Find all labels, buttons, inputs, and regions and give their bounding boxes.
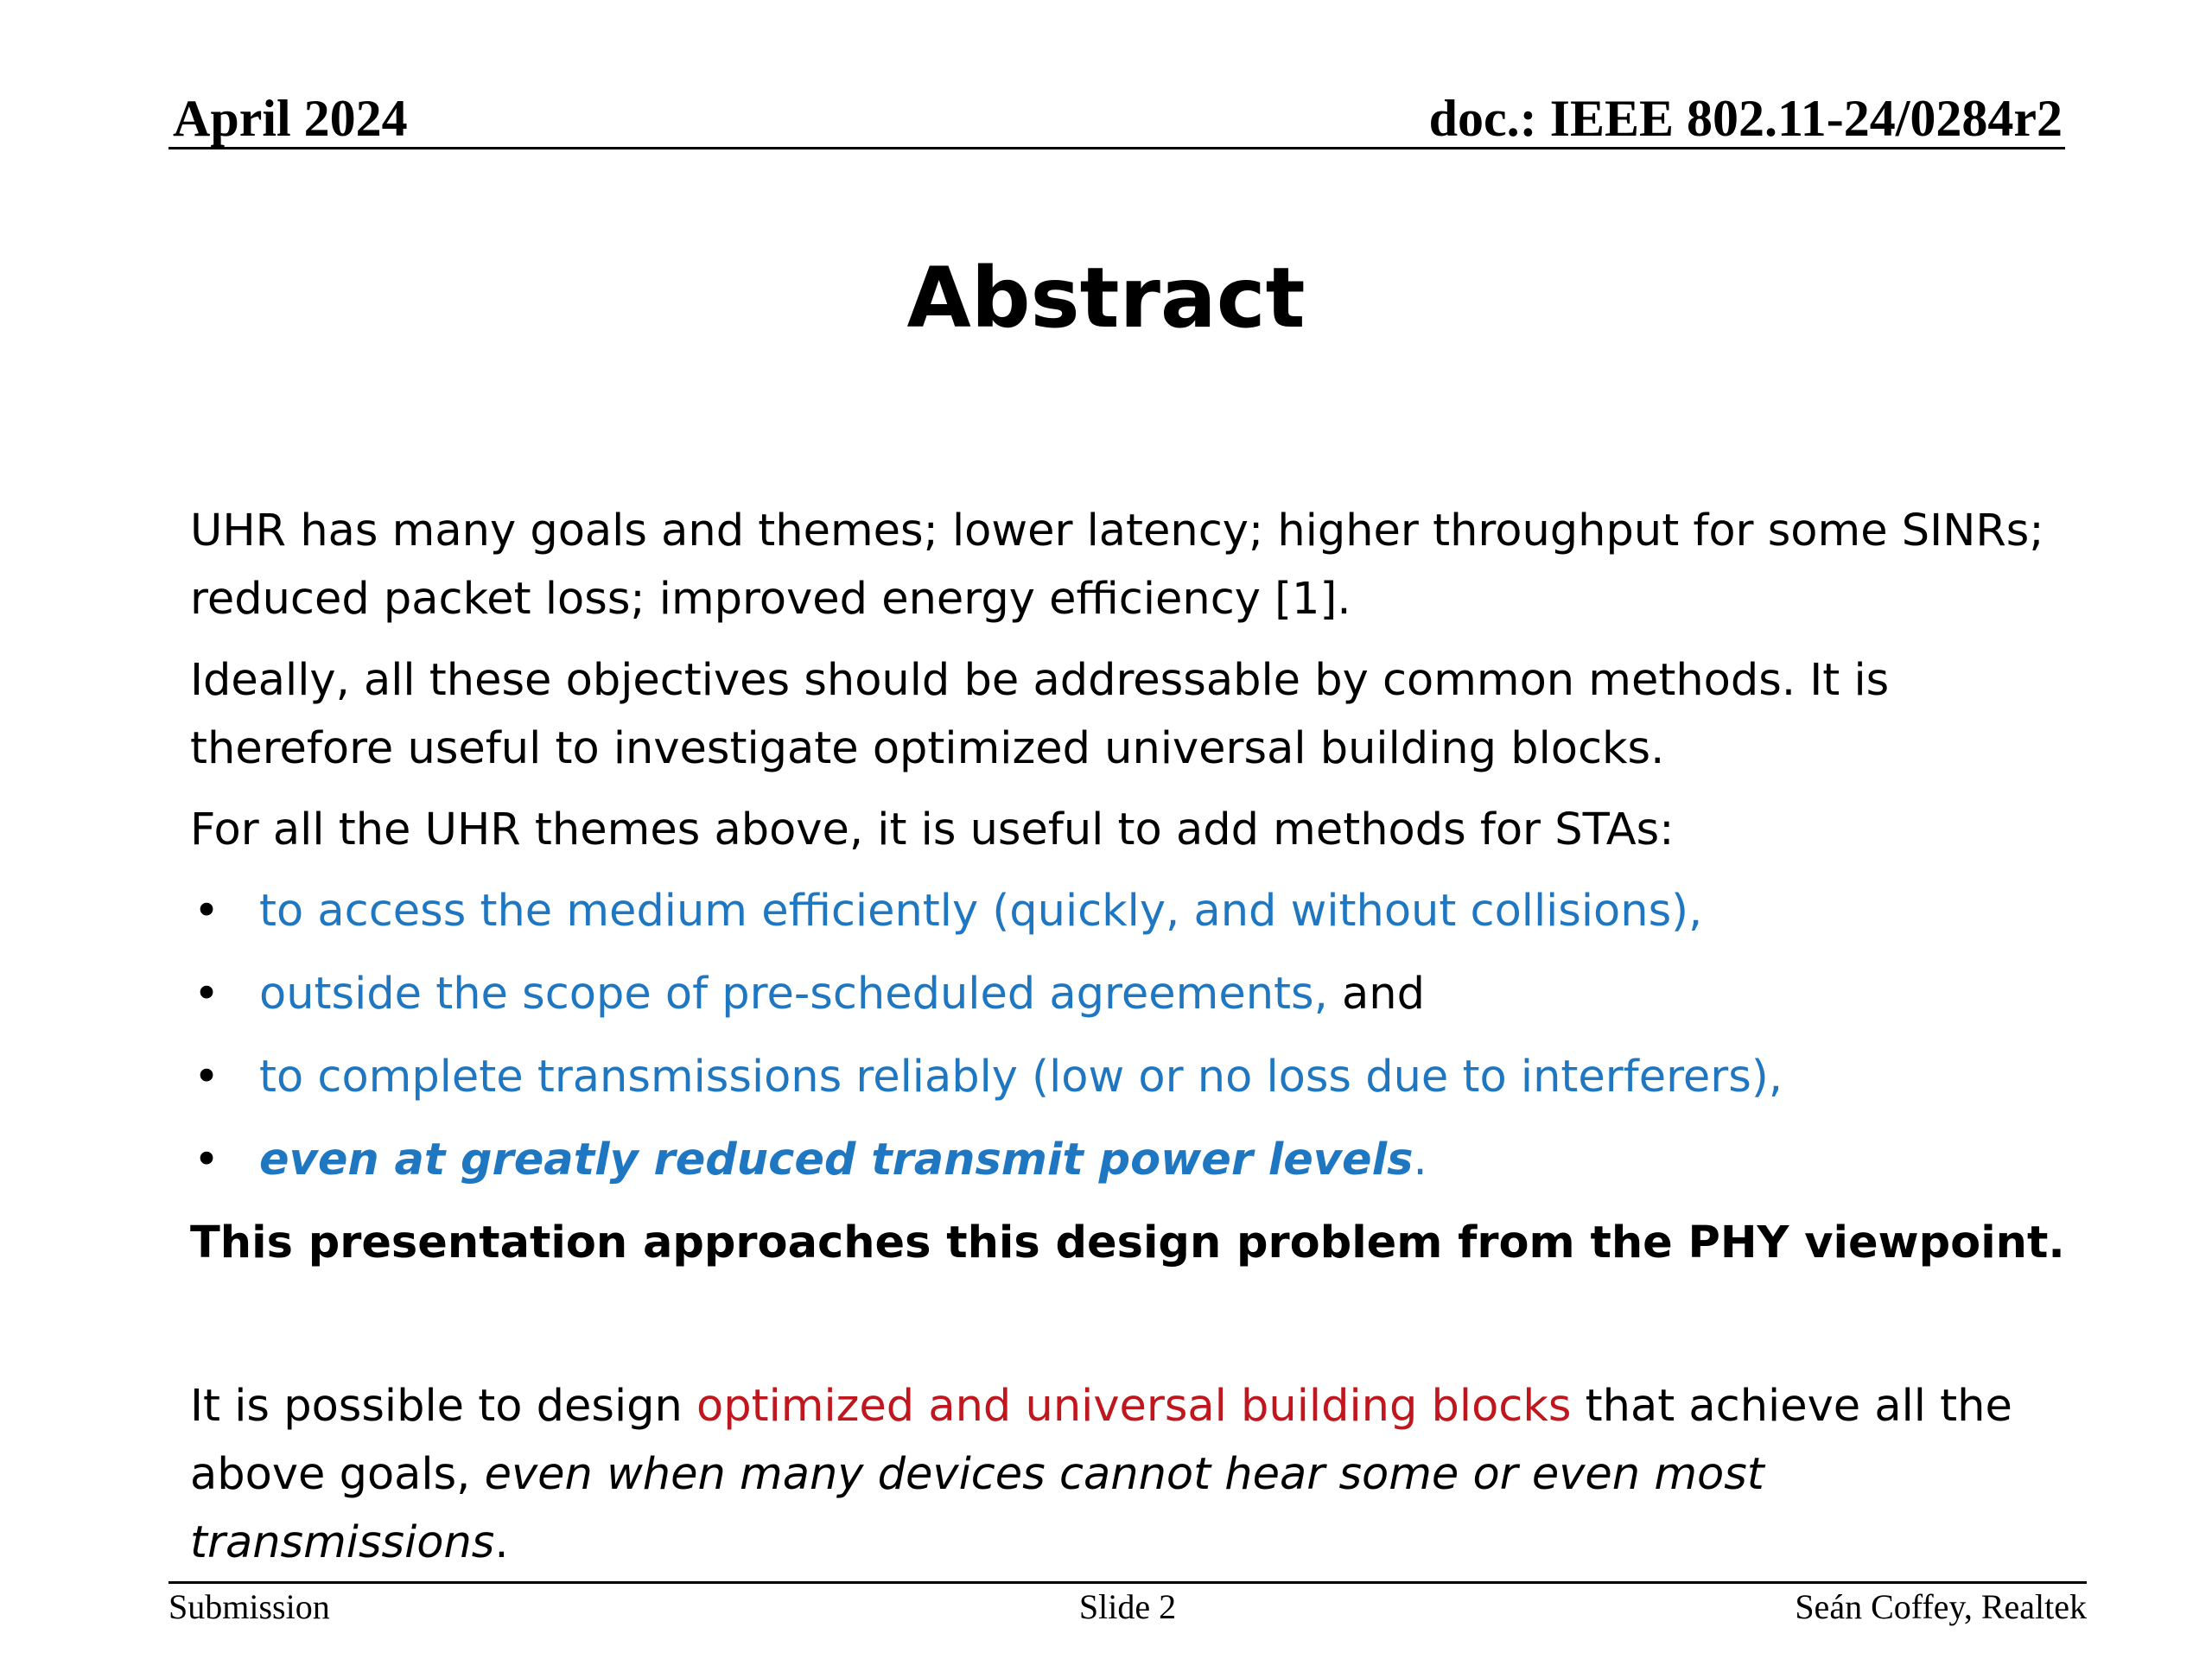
conclusion-end: . bbox=[494, 1517, 509, 1568]
bullet-text-tail: . bbox=[1413, 1135, 1427, 1185]
bullet-marker: • bbox=[194, 1052, 220, 1103]
conclusion-text: It is possible to design bbox=[190, 1381, 697, 1432]
paragraph-methods-intro: For all the UHR themes above, it is useful to add methods for STAs: bbox=[190, 804, 1675, 855]
paragraph-phy-viewpoint: This presentation approaches this design problem from the PHY viewpoint. bbox=[190, 1217, 2065, 1268]
paragraph-objectives: Ideally, all these objectives should be addressable by common methods. It is therefore useful to investigate optimized universal building blocks. bbox=[190, 655, 1890, 774]
list-item bbox=[190, 1126, 2091, 1194]
footer-submission: Submission bbox=[168, 1587, 330, 1626]
slide-body bbox=[190, 497, 2091, 1577]
bullet-marker: • bbox=[194, 1135, 220, 1185]
header-doc-id: doc.: IEEE 802.11-24/0284r2 bbox=[1428, 90, 2063, 147]
list-item bbox=[190, 877, 2091, 945]
header-date: April 2024 bbox=[173, 90, 408, 147]
bullet-text-tail: and bbox=[1327, 969, 1425, 1020]
conclusion-text: that achieve all the above goals, bbox=[190, 1381, 2012, 1500]
bullet-text: to complete transmissions reliably (low or no loss due to interferers), bbox=[259, 1052, 1783, 1103]
methods-bullet-list bbox=[190, 877, 2091, 1194]
paragraph-conclusion bbox=[190, 1372, 2091, 1577]
list-item bbox=[190, 1043, 2091, 1111]
list-item bbox=[190, 960, 2091, 1028]
slide-title: Abstract bbox=[906, 250, 1306, 346]
paragraph-goals: UHR has many goals and themes; lower latency; higher throughput for some SINRs; reduced packet loss; improved energy efficiency [1]. bbox=[190, 505, 2044, 625]
bullet-text-emphasis: even at greatly reduced transmit power levels bbox=[259, 1135, 1414, 1185]
bullet-text: outside the scope of pre-scheduled agreements, bbox=[259, 969, 1328, 1020]
conclusion-highlight: optimized and universal building blocks bbox=[696, 1381, 1572, 1432]
footer-author: Seán Coffey, Realtek bbox=[1795, 1587, 2087, 1626]
spacer bbox=[190, 1277, 2091, 1372]
bullet-text: to access the medium efficiently (quickly, and without collisions), bbox=[259, 886, 1703, 937]
footer-rule bbox=[168, 1581, 2087, 1584]
footer-slide-number: Slide 2 bbox=[1078, 1587, 1177, 1626]
header-rule bbox=[168, 147, 2065, 149]
bullet-marker: • bbox=[194, 969, 220, 1020]
bullet-marker: • bbox=[194, 886, 220, 937]
conclusion-italic: even when many devices cannot hear some or even most transmissions bbox=[190, 1449, 1764, 1568]
